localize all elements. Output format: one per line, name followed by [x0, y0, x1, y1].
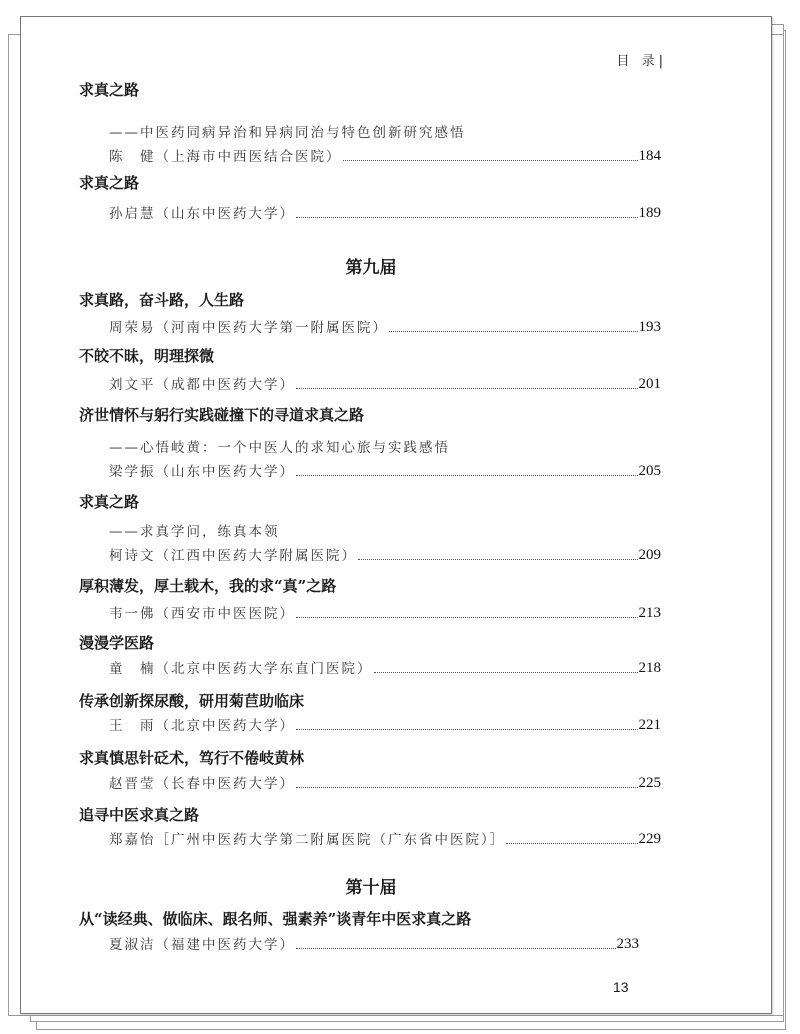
toc-page — [20, 16, 772, 1014]
entry-title: 传承创新探尿酸，研用菊苣助临床 — [79, 692, 305, 710]
page-number: 13 — [613, 979, 629, 995]
entry-author-line — [109, 602, 661, 622]
entry-author-line — [109, 933, 639, 953]
entry-subtitle: ——中医药同病异治和异病同治与特色创新研究感悟 — [109, 125, 466, 141]
leader-dots — [343, 160, 638, 161]
entry-author-line — [109, 373, 661, 393]
entry-title: 不皎不昧，明理探微 — [79, 347, 215, 365]
entry-title: 求真路，奋斗路，人生路 — [79, 291, 245, 309]
leader-dots — [358, 559, 638, 560]
entry-page: 213 — [638, 605, 661, 621]
entry-author: 孙启慧（山东中医药大学） — [109, 206, 295, 222]
entry-page: 184 — [638, 148, 661, 164]
entry-page: 193 — [638, 319, 661, 335]
entry-subtitle: ——求真学问，练真本领 — [109, 524, 280, 540]
entry-author-line — [109, 657, 661, 677]
entry-author: 郑嘉怡［广州中医药大学第二附属医院（广东省中医院）］ — [109, 832, 506, 848]
entry-page: 205 — [638, 463, 661, 479]
running-header: 目 录| — [616, 54, 667, 69]
entry-page: 218 — [638, 660, 661, 676]
leader-dots — [389, 331, 638, 332]
leader-dots — [296, 388, 638, 389]
entry-author: 王 雨（北京中医药大学） — [109, 718, 295, 734]
section-heading: 第九届 — [345, 258, 397, 278]
entry-page: 209 — [638, 547, 661, 563]
entry-author-line — [109, 714, 661, 734]
entry-title: 厚积薄发，厚土载木，我的求“真”之路 — [79, 577, 337, 595]
entry-title: 从“读经典、做临床、跟名师、强素养”谈青年中医求真之路 — [79, 910, 472, 928]
entry-author-line — [109, 828, 661, 848]
entry-page: 201 — [638, 376, 661, 392]
entry-author: 赵晋莹（长春中医药大学） — [109, 776, 295, 792]
entry-page: 229 — [638, 831, 661, 847]
entry-author: 韦一佛（西安市中医医院） — [109, 606, 295, 622]
entry-page: 233 — [616, 936, 639, 952]
entry-author: 柯诗文（江西中医药大学附属医院） — [109, 548, 357, 564]
entry-page: 225 — [638, 775, 661, 791]
entry-author-line — [109, 202, 661, 222]
entry-title: 求真之路 — [79, 81, 140, 99]
entry-author-line — [109, 316, 661, 336]
leader-dots — [296, 729, 638, 730]
entry-subtitle: ——心悟岐黄：一个中医人的求知心旅与实践感悟 — [109, 440, 450, 456]
entry-author: 夏淑洁（福建中医药大学） — [109, 937, 295, 953]
entry-title: 求真之路 — [79, 493, 140, 511]
entry-title: 济世情怀与躬行实践碰撞下的寻道求真之路 — [79, 406, 365, 424]
leader-dots — [296, 948, 616, 949]
entry-author: 刘文平（成都中医药大学） — [109, 377, 295, 393]
entry-author: 梁学振（山东中医药大学） — [109, 464, 295, 480]
leader-dots — [296, 217, 638, 218]
leader-dots — [296, 617, 638, 618]
entry-author: 陈 健（上海市中西医结合医院） — [109, 149, 342, 165]
entry-title: 求真慎思针砭术，笃行不倦岐黄林 — [79, 749, 305, 767]
entry-title: 追寻中医求真之路 — [79, 806, 200, 824]
leader-dots — [296, 787, 638, 788]
leader-dots — [296, 475, 638, 476]
entry-author-line — [109, 460, 661, 480]
entry-author: 童 楠（北京中医药大学东直门医院） — [109, 661, 373, 677]
entry-page: 189 — [638, 205, 661, 221]
entry-author: 周荣易（河南中医药大学第一附属医院） — [109, 320, 388, 336]
entry-author-line — [109, 772, 661, 792]
entry-author-line — [109, 544, 661, 564]
entry-title: 求真之路 — [79, 174, 140, 192]
entry-author-line — [109, 145, 661, 165]
entry-title: 漫漫学医路 — [79, 634, 155, 652]
leader-dots — [506, 843, 637, 844]
section-heading: 第十届 — [345, 878, 397, 898]
entry-page: 221 — [638, 717, 661, 733]
leader-dots — [374, 672, 638, 673]
